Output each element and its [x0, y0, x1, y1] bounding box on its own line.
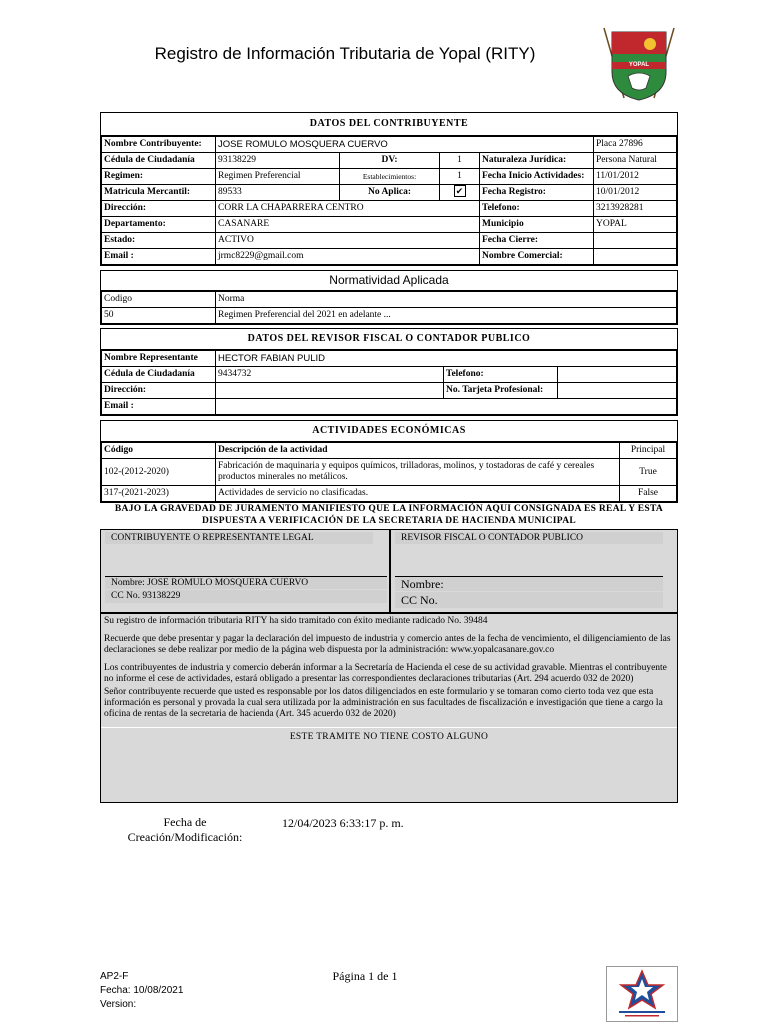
matricula-value: 89533 [216, 185, 340, 201]
fecha-label [110, 815, 260, 845]
departamento-value: CASANARE [216, 217, 480, 233]
normatividad-col-norma: Norma [216, 292, 677, 308]
naturaleza-label: Naturaleza Jurídica: [480, 153, 594, 169]
nota-costo: ESTE TRAMITE NO TIENE COSTO ALGUNO [101, 727, 677, 742]
actividad-descripcion [216, 459, 620, 486]
fecha-inicio-value: 11/01/2012 [594, 169, 677, 185]
revisor-section [100, 328, 678, 416]
cedula-label: Cédula de Ciudadanía [102, 153, 216, 169]
actividades-table [101, 442, 677, 502]
direccion-value: CORR LA CHAPARRERA CENTRO [216, 201, 480, 217]
regimen-value: Regimen Preferencial [216, 169, 340, 185]
actividad-descripcion: Actividades de servicio no clasificadas. [216, 486, 620, 502]
firma-revisor-title: REVISOR FISCAL O CONTADOR PUBLICO [395, 532, 663, 544]
yopal-shield-logo [598, 24, 680, 106]
revisor-table [101, 350, 677, 415]
revisor-tarjeta-label: No. Tarjeta Profesional: [444, 383, 558, 399]
table-row [102, 459, 677, 486]
nota-declaracion: Recuerde que debe presentar y pagar la declaración del impuesto de industria y comercio antes de la fecha de vencimiento, el diligenciamiento de las declaraciones se debe realizar por medio de la página web dispuesta por la administración: www.yopalcasanare.gov.co [104, 634, 671, 655]
revisor-tarjeta-value [558, 383, 677, 399]
actividades-section-title: ACTIVIDADES ECONÓMICAS [101, 421, 677, 442]
actividad-descripcion-line: Fabricación de maquinaria y equipos químicos, trilladoras, molinos, y tostadoras de café y cereales [218, 461, 595, 471]
actividades-col-codigo: Código [102, 443, 216, 459]
nombre-label: Nombre Contribuyente: [102, 137, 216, 153]
email-value: jrmc8229@gmail.com [216, 249, 480, 265]
placa-value: Placa 27896 [594, 137, 677, 153]
actividad-descripcion-line: productos minerales no metálicos. [218, 472, 348, 482]
normatividad-col-codigo: Codigo [102, 292, 216, 308]
firma-contribuyente-box [100, 529, 390, 613]
firma-revisor-box [390, 529, 678, 613]
firma-contribuyente-nombre: Nombre: JOSE ROMULO MOSQUERA CUERVO [105, 576, 387, 589]
no-aplica-label: No Aplica: [340, 185, 440, 201]
email-label: Email : [102, 249, 216, 265]
firma-contribuyente-cc: CC No. 93138229 [105, 590, 387, 603]
firma-contribuyente-title: CONTRIBUYENTE O REPRESENTANTE LEGAL [105, 532, 373, 544]
nombre-value: JOSE ROMULO MOSQUERA CUERVO [216, 137, 594, 153]
secretaria-seal-icon [606, 966, 678, 1022]
fecha-cierre-value [594, 233, 677, 249]
actividades-section [100, 420, 678, 503]
fecha-inicio-label: Fecha Inicio Actividades: [480, 169, 594, 185]
checkmark-icon: ✔ [454, 185, 466, 197]
normatividad-codigo: 50 [102, 308, 216, 324]
nota-responsabilidad: Señor contribuyente recuerde que usted es responsable por los datos diligenciados en este formulario y se tomaran como cierto toda vez que esta información es personal y provada la cual sera utilizada por la administración en sus facultades de fiscalización e investigación que tiene a cargo la oficina de rentas de la secretaria de hacienda (Art. 345 acuerdo 032 de 2020) [104, 687, 663, 719]
normatividad-section [100, 270, 678, 325]
revisor-nombre-value: HECTOR FABIAN PULID [216, 351, 677, 367]
contribuyente-table [101, 136, 677, 265]
dv-value: 1 [440, 153, 480, 169]
estado-value: ACTIVO [216, 233, 480, 249]
municipio-value: YOPAL [594, 217, 677, 233]
fecha-valor: 12/04/2023 6:33:17 p. m. [282, 816, 404, 830]
firma-revisor-nombre: Nombre: [395, 576, 663, 591]
revisor-email-value [216, 399, 677, 415]
telefono-label: Telefono: [480, 201, 594, 217]
revisor-cedula-value: 9434732 [216, 367, 444, 383]
logo-text: YOPAL [628, 62, 650, 68]
naturaleza-value: Persona Natural [594, 153, 677, 169]
notas-section [100, 613, 678, 803]
revisor-direccion-label: Dirección: [102, 383, 216, 399]
direccion-label: Dirección: [102, 201, 216, 217]
revisor-telefono-value [558, 367, 677, 383]
footer-meta [100, 970, 183, 1012]
actividad-codigo: 317-(2021-2023) [102, 486, 216, 502]
fecha-label-line: Fecha de [163, 815, 207, 829]
no-aplica-checkbox[interactable] [440, 185, 480, 201]
actividad-principal: True [620, 459, 677, 486]
cedula-value: 93138229 [216, 153, 340, 169]
normatividad-table [101, 291, 677, 324]
establecimientos-value: 1 [440, 169, 480, 185]
revisor-cedula-label: Cédula de Ciudadanía [102, 367, 216, 383]
nombre-comercial-value [594, 249, 677, 265]
nombre-comercial-label: Nombre Comercial: [480, 249, 594, 265]
nota-cese: Los contribuyentes de industria y comercio deberán informar a la Secretaría de Hacienda el cese de su actividad gravable. Mientras el contribuyente no informe el cese de actividades, estará obligado a presentar las correspondientes declaraciones tributarias (Art. 294 acuerdo 032 de 2020) [104, 663, 667, 684]
firma-revisor-cc: CC No. [395, 592, 663, 608]
revisor-email-label: Email : [102, 399, 216, 415]
actividad-principal: False [620, 486, 677, 502]
revisor-telefono-label: Telefono: [444, 367, 558, 383]
telefono-value: 3213928281 [594, 201, 677, 217]
matricula-label: Matricula Mercantil: [102, 185, 216, 201]
dv-label: DV: [340, 153, 440, 169]
fecha-registro-label: Fecha Registro: [480, 185, 594, 201]
juramento-text [100, 503, 678, 527]
actividad-codigo: 102-(2012-2020) [102, 459, 216, 486]
table-row [102, 486, 677, 502]
contribuyente-section-title: DATOS DEL CONTRIBUYENTE [101, 113, 677, 136]
revisor-nombre-label: Nombre Representante [102, 351, 216, 367]
actividades-col-principal: Principal [620, 443, 677, 459]
municipio-label: Municipio [480, 217, 594, 233]
establecimientos-label: Establecimientos: [340, 169, 440, 185]
estado-label: Estado: [102, 233, 216, 249]
departamento-label: Departamento: [102, 217, 216, 233]
footer-fecha: Fecha: 10/08/2021 [100, 985, 184, 996]
footer-pagina: Página 1 de 1 [332, 969, 398, 983]
page-title: Registro de Información Tributaria de Yopal (RITY) [154, 44, 536, 63]
revisor-section-title: DATOS DEL REVISOR FISCAL O CONTADOR PUBLICO [101, 329, 677, 350]
normatividad-norma: Regimen Preferencial del 2021 en adelante ... [216, 308, 677, 324]
fecha-label-line: Creación/Modificación: [127, 830, 243, 844]
regimen-label: Regimen: [102, 169, 216, 185]
juramento-line: BAJO LA GRAVEDAD DE JURAMENTO MANIFIESTO QUE LA INFORMACIÓN AQUI CONSIGNADA ES REAL Y ESTA [114, 504, 664, 514]
actividades-col-descripcion: Descripción de la actividad [216, 443, 620, 459]
fecha-registro-value: 10/01/2012 [594, 185, 677, 201]
juramento-line: DISPUESTA A VERIFICACIÓN DE LA SECRETARIA DE HACIENDA MUNICIPAL [202, 516, 576, 526]
table-row [102, 308, 677, 324]
contribuyente-section [100, 112, 678, 266]
revisor-direccion-value [216, 383, 444, 399]
fecha-cierre-label: Fecha Cierre: [480, 233, 594, 249]
footer-codigo: AP2-F [100, 971, 129, 982]
normatividad-title: Normatividad Aplicada [101, 271, 677, 291]
footer-version: Version: [100, 999, 137, 1010]
nota-radicado: Su registro de información tributaria RITY ha sido tramitado con éxito mediante radicado No. 39484 [104, 616, 488, 626]
